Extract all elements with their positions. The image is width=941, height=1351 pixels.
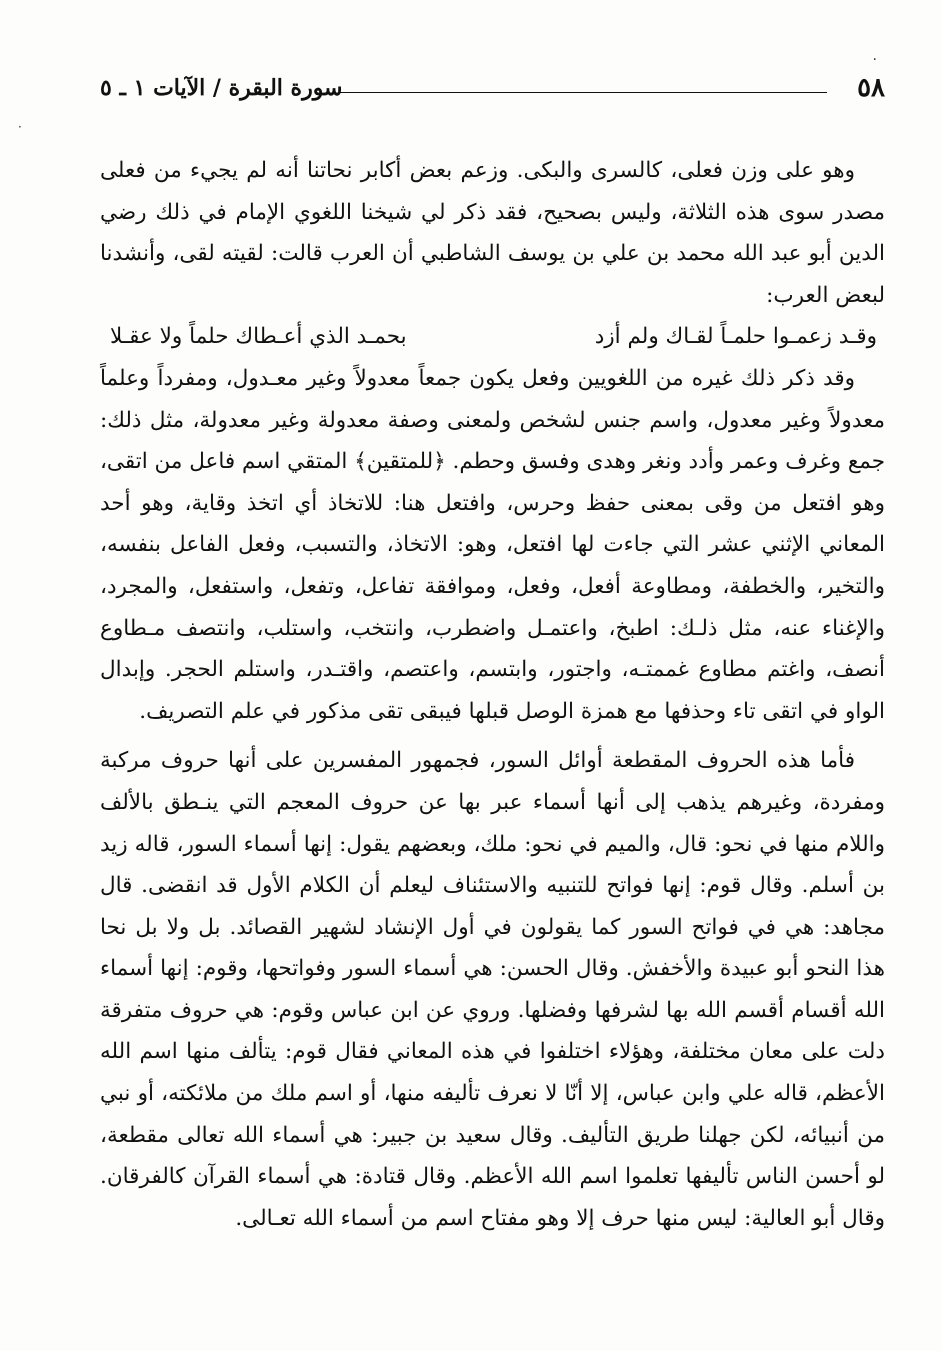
body-text xyxy=(100,150,885,1239)
paragraph-1: وهو على وزن فعلى، كالسرى والبكى. وزعم بعض أكابر نحاتنا أنه لم يجيء من فعلى مصدر سوى هذه الثلاثة، وليس بصحيح، فقد ذكر لي شيخنا اللغوي الإمام في ذلك رضي الدين أبو عبد الله محمد بن علي بن يوسف الشاطبي أن العرب قالت: لقيته لقى، وأنشدنا لبعض العرب: xyxy=(100,158,885,308)
scan-speck: · xyxy=(18,120,22,134)
scan-speck: · xyxy=(872,52,877,68)
poetry-verse xyxy=(100,316,885,358)
page-number: ٥٨ xyxy=(857,73,885,103)
verse-first-hemistich: وقـد زعمـوا حلمـاً لقـاك ولم أزد xyxy=(594,324,877,350)
paragraph-3: فأما هذه الحروف المقطعة أوائل السور، فجمهور المفسرين على أنها حروف مركبة ومفردة، وغيرهم يذهب إلى أنها أسماء عبر بها عن حروف المعجم التي ينـطق بالألف واللام منها في نحو: قال، والميم في نحو: ملك، وبعضهم يقول: إنها أسماء السور، قاله زيد بن أسلم. وقال قوم: إنها فواتح للتنبيه والاستئناف ليعلم أن الكلام الأول قد انقضى. قال مجاهد: هي في فواتح السور كما يقولون في أول الإنشاد لشهير القصائد. بل ولا بل نحا هذا النحو أبو عبيدة والأخفش. وقال الحسن: هي أسماء السور وفواتحها، وقوم: إنها أسماء الله أقسام أقسم الله بها لشرفها وفضلها. وروي عن ابن عباس وقوم: هي حروف متفرقة دلت على معان مختلفة، وهؤلاء اختلفوا في هذه المعاني فقال قوم: يتألف منها اسم الله الأعظم، قاله علي وابن عباس، إلا أنّا لا نعرف تأليفه منها، أو اسم ملك من ملائكته، أو نبي من أنبيائه، لكن جهلنا طريق التأليف. وقال سعيد بن جبير: هي أسماء الله تعالى مقطعة، لو أحسن الناس تأليفها تعلموا اسم الله الأعظم. وقال قتادة: هي أسماء القرآن كالفرقان. وقال أبو العالية: ليس منها حرف إلا وهو مفتاح اسم من أسماء الله تعـالى. xyxy=(100,748,885,1231)
header-rule xyxy=(340,92,827,93)
running-title: سورة البقرة / الآيات ١ ـ ٥ xyxy=(100,75,343,101)
page-header xyxy=(100,70,885,106)
verse-second-hemistich: بحمـد الذي أعـطاك حلماً ولا عقـلا xyxy=(110,324,407,350)
paragraph-gap xyxy=(100,732,885,740)
paragraph-2: وقد ذكر ذلك غيره من اللغويين وفعل يكون جمعاً معدولاً وغير معـدول، ومفرداً وعلماً معدولاً وغير معدول، واسم جنس لشخص ولمعنى وصفة معدولة وغير معدولة، مثل ذلك: جمع وغرف وعمر وأدد ونغر وهدى وفسق وحطم. ﴿للمتقين﴾ المتقي اسم فاعل من اتقى، وهو افتعل من وقى بمعنى حفظ وحرس، وافتعل هنا: للاتخاذ أي اتخذ وقاية، وهو أحد المعاني الإثني عشر التي جاءت لها افتعل، وهو: الاتخاذ، والتسبب، وفعل الفاعل بنفسه، والتخير، والخطفة، ومطاوعة أفعل، وفعل، وموافقة تفاعل، وتفعل، واستفعل، والمجرد، والإغناء عنه، مثل ذلـك: اطبخ، واعتمـل واضطرب، وانتخب، واستلب، وانتصف مـطاوع أنصف، واغتم مطاوع غممتـه، واجتور، وابتسم، واعتصم، واقتـدر، واستلم الحجر. وإبدال الواو في اتقى تاء وحذفها مع همزة الوصل قبلها فيبقى تقى مذكور في علم التصريف. xyxy=(99,365,885,724)
